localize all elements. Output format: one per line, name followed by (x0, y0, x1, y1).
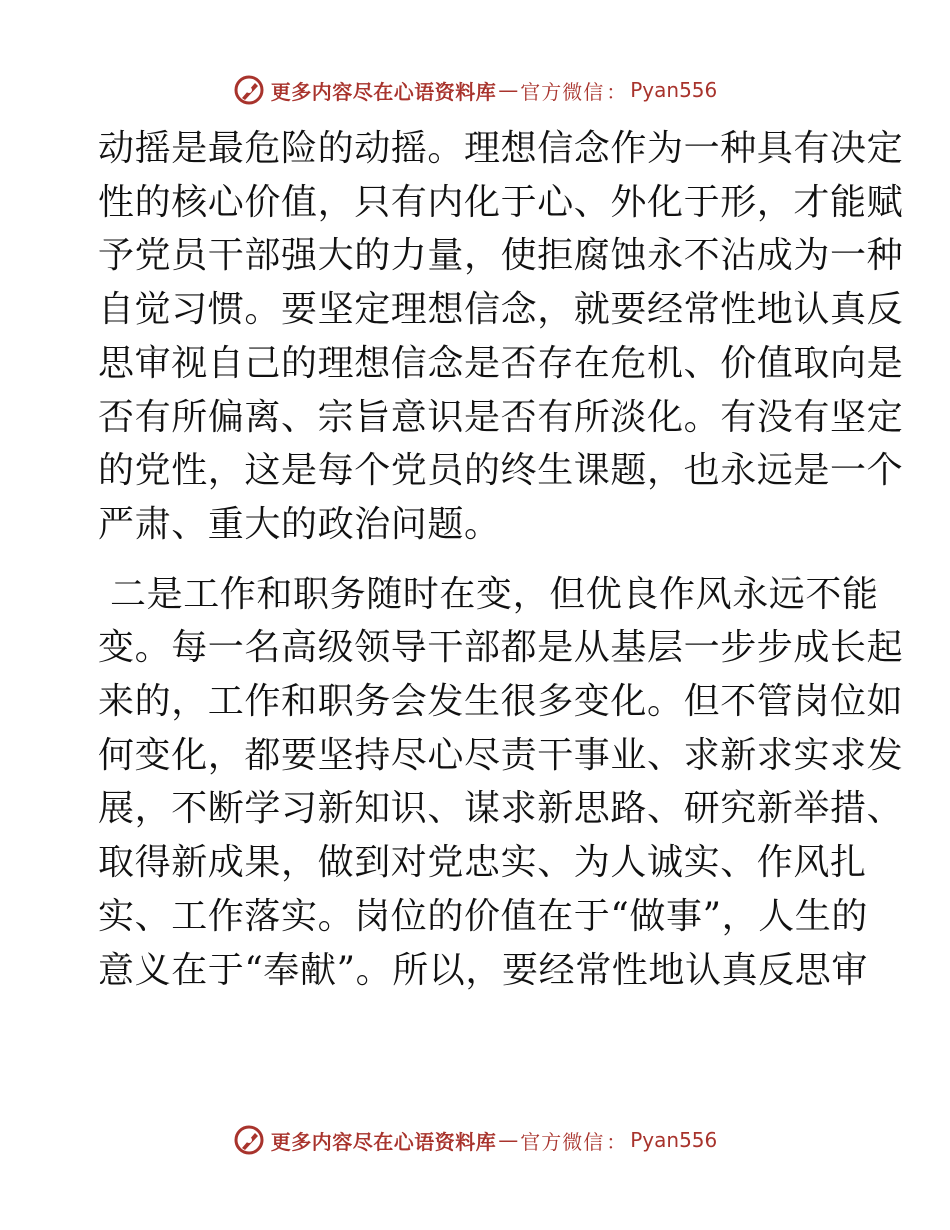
text-line: 否有所偏离、宗旨意识是否有所淡化。有没有坚定 (98, 396, 904, 438)
text-line: 展，不断学习新知识、谋求新思路、研究新举措、 (98, 788, 904, 830)
text-line: 何变化，都要坚持尽心尽责干事业、求新求实求发 (98, 734, 904, 776)
watermark-brand-text: 更多内容尽在心语资料库 (270, 79, 497, 104)
text-line: 取得新成果，做到对党忠实、为人诚实、作风扎 (98, 842, 867, 884)
text-line: 二是工作和职务随时在变，但优良作风永远不能 (110, 573, 879, 615)
text-line: 实、工作落实。岗位的价值在于“做事”，人生的 (98, 895, 869, 937)
watermark-contact-label: 官方微信 (520, 79, 605, 104)
text-line: 严肃、重大的政治问题。 (98, 503, 501, 545)
document-body (98, 122, 904, 997)
watermark-contact-label: 官方微信 (520, 1129, 605, 1154)
header-watermark (0, 70, 950, 110)
text-line: 的党性，这是每个党员的终生课题，也永远是一个 (98, 450, 904, 492)
text-line: 来的，工作和职务会发生很多变化。但不管岗位如 (98, 681, 904, 723)
pen-logo-icon (233, 1124, 265, 1156)
footer-watermark (0, 1120, 950, 1160)
pen-logo-icon (233, 74, 265, 106)
watermark-colon: ： (606, 1129, 627, 1154)
paragraph-1 (98, 122, 904, 552)
watermark-wechat-id: Pyan556 (630, 78, 718, 102)
watermark-brand-text: 更多内容尽在心语资料库 (270, 1129, 497, 1154)
text-line: 予党员干部强大的力量，使拒腐蚀永不沾成为一种 (98, 235, 904, 277)
text-line: 性的核心价值，只有内化于心、外化于形，才能赋 (98, 181, 904, 223)
watermark-wechat-id: Pyan556 (630, 1128, 718, 1152)
watermark-dash: — (498, 1128, 519, 1152)
text-line: 自觉习惯。要坚定理想信念，就要经常性地认真反 (98, 289, 904, 331)
text-line: 思审视自己的理想信念是否存在危机、价值取向是 (98, 342, 904, 384)
text-line: 动摇是最危险的动摇。理想信念作为一种具有决定 (98, 128, 904, 169)
watermark-dash: — (498, 78, 519, 102)
text-line: 意义在于“奉献”。所以，要经常性地认真反思审 (98, 949, 869, 991)
watermark-colon: ： (606, 79, 627, 104)
text-line: 变。每一名高级领导干部都是从基层一步步成长起 (98, 627, 904, 669)
paragraph-2 (98, 568, 904, 998)
